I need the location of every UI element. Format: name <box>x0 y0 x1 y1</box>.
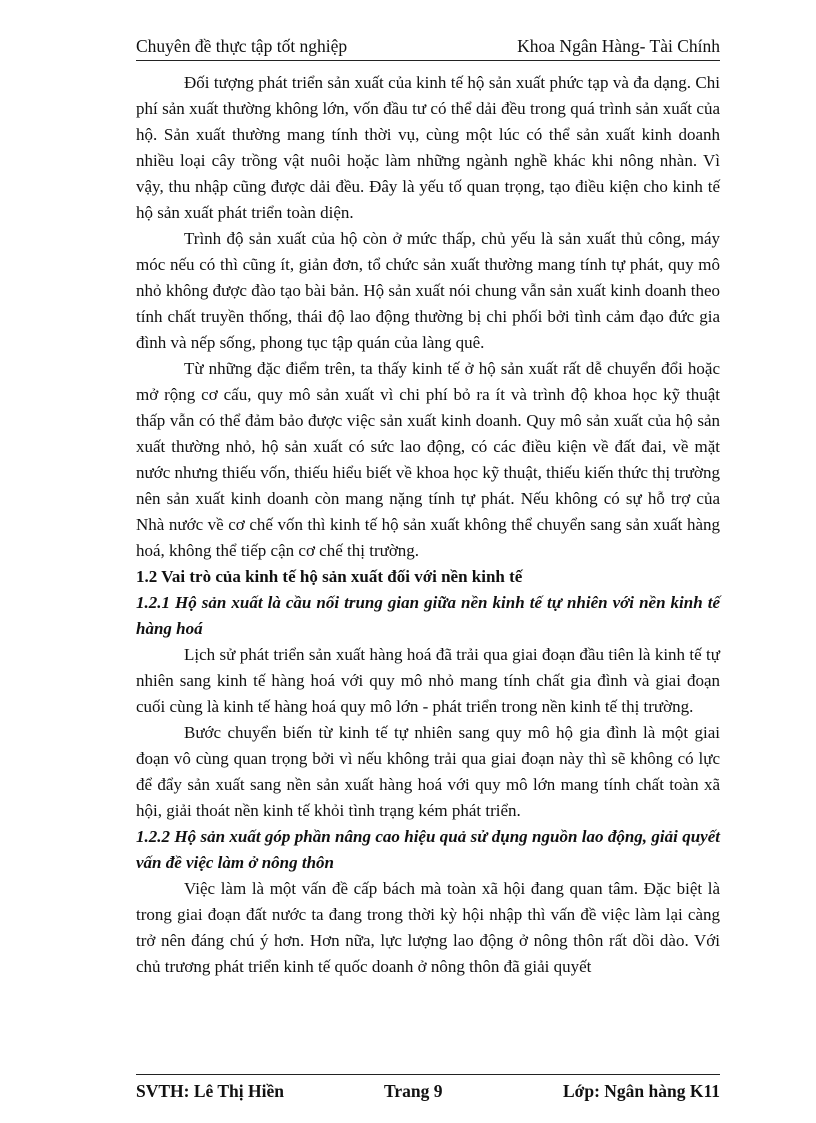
section-heading-1-2: 1.2 Vai trò của kinh tế hộ sản xuất đối với nền kinh tế <box>136 567 523 586</box>
document-body <box>136 70 720 980</box>
header-department: Khoa Ngân Hàng- Tài Chính <box>517 36 720 56</box>
paragraph: Đối tượng phát triển sản xuất của kinh tế hộ sản xuất phức tạp và đa dạng. Chi phí sản xuất thường không lớn, vốn đầu tư có thể dải đều trong quá trình sản xuất của hộ. Sản xuất thường mang tính thời vụ, cùng một lúc có thể sản xuất kinh doanh nhiều loại cây trồng vật nuôi hoặc làm những ngành nghề khác khi nông nhàn. Vì vậy, thu nhập cũng được dải đều. Đây là yếu tố quan trọng, tạo điều kiện cho kinh tế hộ sản xuất phát triển toàn diện. <box>136 73 720 222</box>
paragraph: Lịch sử phát triển sản xuất hàng hoá đã trải qua giai đoạn đầu tiên là kinh tế tự nhiên sang kinh tế hàng hoá với quy mô nhỏ mang tính chất gia đình và giai đoạn cuối cùng là kinh tế hàng hoá quy mô lớn - phát triển trong nền kinh tế thị trường. <box>136 645 720 716</box>
section-heading-1-2-2: 1.2.2 Hộ sản xuất góp phần nâng cao hiệu quả sử dụng nguồn lao động, giải quyết vấn đề việc làm ở nông thôn <box>136 827 720 872</box>
paragraph: Bước chuyển biến từ kinh tế tự nhiên sang quy mô hộ gia đình là một giai đoạn vô cùng quan trọng bởi vì nếu không trải qua giai đoạn này thì sẽ không có lực để đẩy sản xuất sang nền sản xuất hàng hoá với quy mô lớn mang tính chất toàn xã hội, giải thoát nền kinh tế khỏi tình trạng kém phát triển. <box>136 723 720 820</box>
page-header <box>136 34 720 61</box>
header-title: Chuyên đề thực tập tốt nghiệp <box>136 36 348 56</box>
footer-page-number: Trang 9 <box>384 1081 443 1101</box>
footer-class: Lớp: Ngân hàng K11 <box>562 1081 720 1101</box>
page-footer <box>136 1074 720 1105</box>
paragraph: Việc làm là một vấn đề cấp bách mà toàn xã hội đang quan tâm. Đặc biệt là trong giai đoạn đất nước ta đang trong thời kỳ hội nhập thì vấn đề việc làm lại càng trở nên đáng chú ý hơn. Hơn nữa, lực lượng lao động ở nông thôn rất dồi dào. Với chủ trương phát triển kinh tế quốc doanh ở nông thôn đã giải quyết <box>136 879 720 976</box>
footer-student: SVTH: Lê Thị Hiền <box>136 1081 284 1101</box>
paragraph: Trình độ sản xuất của hộ còn ở mức thấp, chủ yếu là sản xuất thủ công, máy móc nếu có thì cũng ít, giản đơn, tổ chức sản xuất thường mang tính tự phát, quy mô nhỏ không được đào tạo bài bản. Hộ sản xuất nói chung vẫn sản xuất kinh doanh theo tính chất truyền thống, thái độ lao động thường bị chi phối bởi tình cảm đạo đức gia đình và nếp sống, phong tục tập quán của làng quê. <box>136 229 720 352</box>
paragraph: Từ những đặc điểm trên, ta thấy kinh tế ở hộ sản xuất rất dễ chuyển đổi hoặc mở rộng cơ cấu, quy mô sản xuất vì chi phí bỏ ra ít và trình độ khoa học kỹ thuật thấp vẫn có thể đảm bảo được việc sản xuất kinh doanh. Quy mô sản xuất của hộ sản xuất thường nhỏ, hộ sản xuất có sức lao động, có các điều kiện về đất đai, về mặt nước nhưng thiếu vốn, thiếu hiểu biết về khoa học kỹ thuật, thiếu kiến thức thị trường nên sản xuất kinh doanh còn mang nặng tính tự phát. Nếu không có sự hỗ trợ của Nhà nước về cơ chế vốn thì kinh tế hộ sản xuất không thể chuyển sang sản xuất hàng hoá, không thể tiếp cận cơ chế thị trường. <box>136 359 720 560</box>
section-heading-1-2-1: 1.2.1 Hộ sản xuất là cầu nối trung gian giữa nền kinh tế tự nhiên với nền kinh tế hàng hoá <box>136 593 720 638</box>
